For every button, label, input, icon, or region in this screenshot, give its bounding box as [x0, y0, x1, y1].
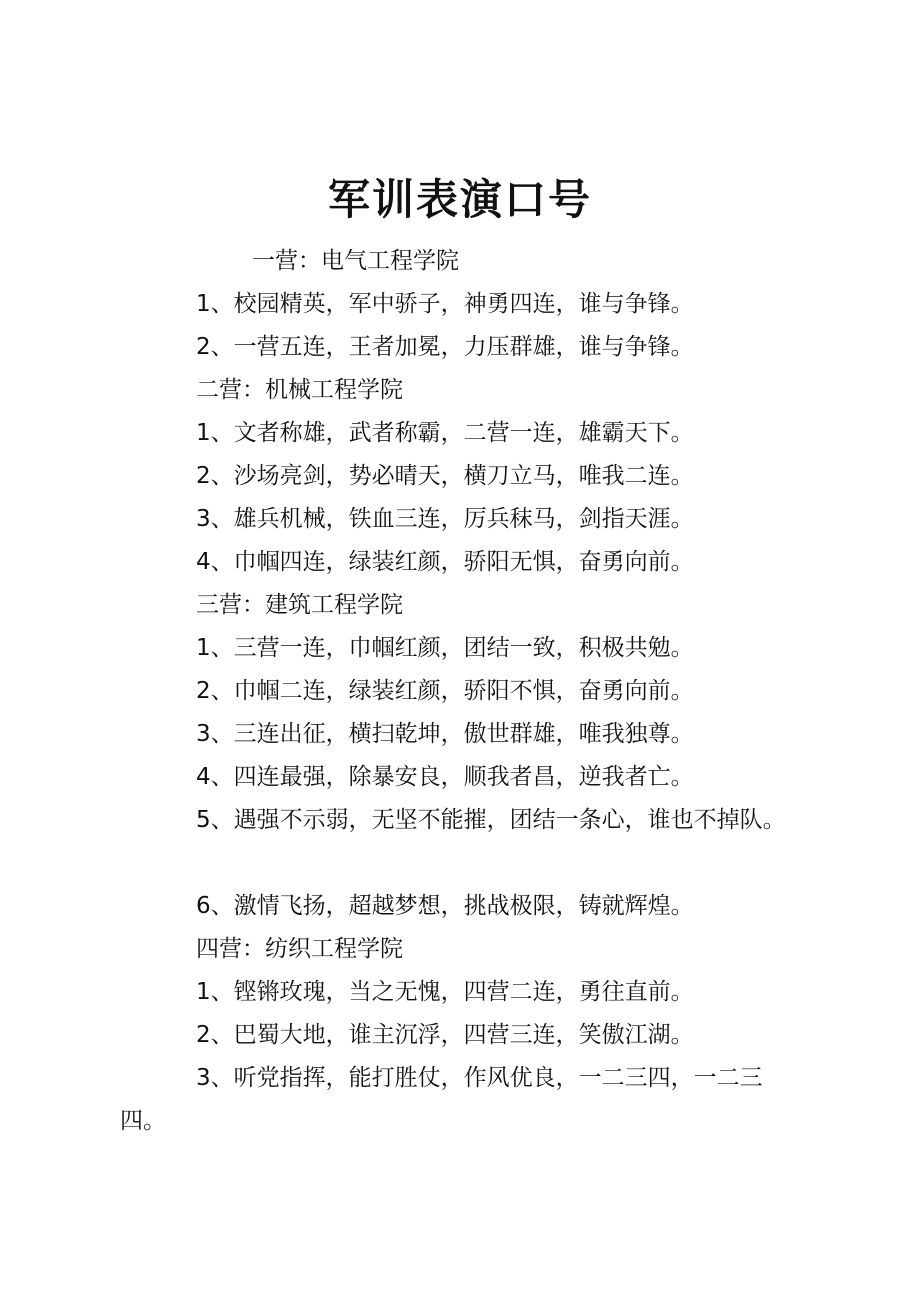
- slogan-line: 3、雄兵机械，铁血三连，厉兵秣马，剑指天涯。: [196, 506, 694, 532]
- section-heading-battalion-1: 一营：电气工程学院: [252, 248, 459, 274]
- slogan-line: 5、遇强不示弱，无坚不能摧，团结一条心，谁也不掉队。: [196, 807, 786, 833]
- page-title: 军训表演口号: [327, 175, 592, 224]
- section-heading-battalion-2: 二营：机械工程学院: [196, 377, 403, 403]
- slogan-line: 4、四连最强，除暴安良，顺我者昌，逆我者亡。: [196, 764, 694, 790]
- slogan-line: 2、沙场亮剑，势必晴天，横刀立马，唯我二连。: [196, 463, 694, 489]
- slogan-line-continuation: 四。: [120, 1108, 166, 1134]
- slogan-line: 1、铿锵玫瑰，当之无愧，四营二连，勇往直前。: [196, 979, 694, 1005]
- slogan-line: 3、三连出征，横扫乾坤，傲世群雄，唯我独尊。: [196, 721, 694, 747]
- slogan-line: 6、激情飞扬，超越梦想，挑战极限，铸就辉煌。: [196, 893, 694, 919]
- slogan-line: 2、一营五连，王者加冕，力压群雄，谁与争锋。: [196, 334, 694, 360]
- slogan-line: 1、三营一连，巾帼红颜，团结一致，积极共勉。: [196, 635, 694, 661]
- slogan-line: 1、校园精英，军中骄子，神勇四连，谁与争锋。: [196, 291, 694, 317]
- section-heading-battalion-3: 三营：建筑工程学院: [196, 592, 403, 618]
- section-heading-battalion-4: 四营：纺织工程学院: [196, 936, 403, 962]
- slogan-line: 1、文者称雄，武者称霸，二营一连，雄霸天下。: [196, 420, 694, 446]
- slogan-line: 2、巴蜀大地，谁主沉浮，四营三连，笑傲江湖。: [196, 1022, 694, 1048]
- slogan-line: 3、听党指挥，能打胜仗，作风优良，一二三四，一二三: [196, 1065, 763, 1091]
- slogan-line: 2、巾帼二连，绿装红颜，骄阳不惧，奋勇向前。: [196, 678, 694, 704]
- slogan-line: 4、巾帼四连，绿装红颜，骄阳无惧，奋勇向前。: [196, 549, 694, 575]
